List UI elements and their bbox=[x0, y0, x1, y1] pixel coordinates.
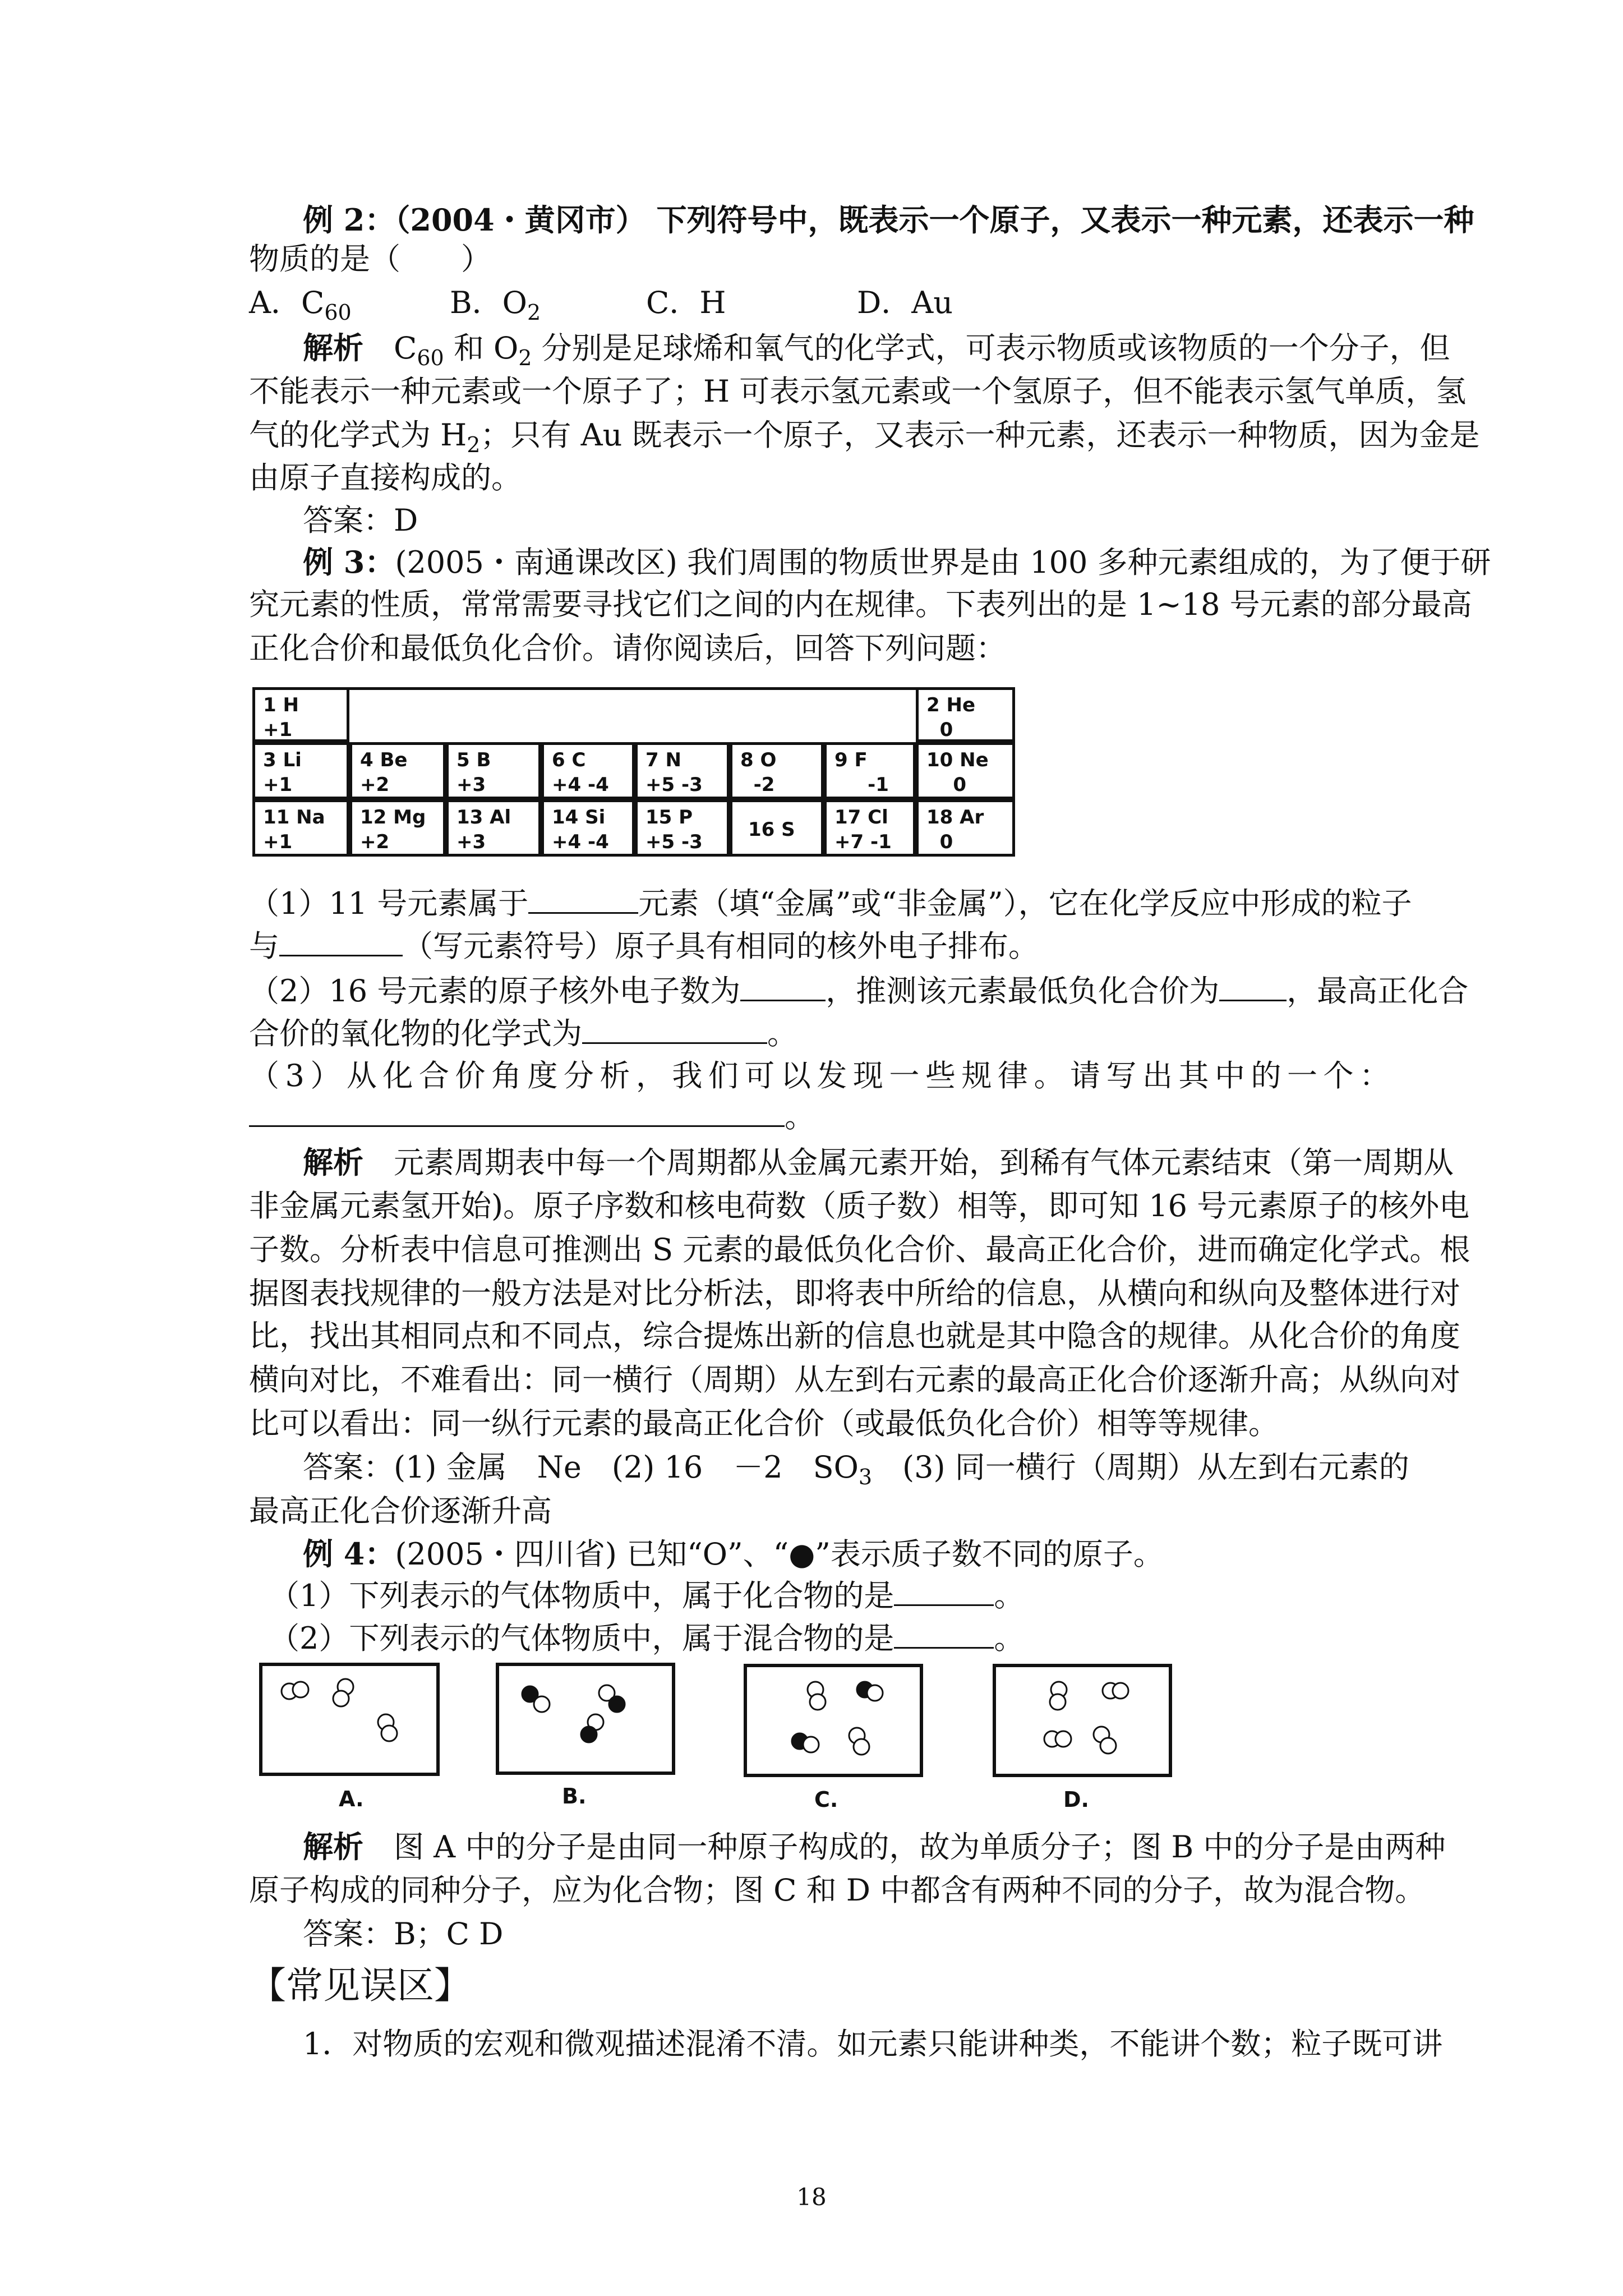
element-valence: +4 -4 bbox=[552, 774, 609, 796]
element-symbol: 13 Al bbox=[457, 806, 511, 829]
molecule-box-d bbox=[993, 1664, 1172, 1777]
atom-open bbox=[534, 1696, 550, 1712]
ex2-option-d: D．Au bbox=[857, 285, 953, 320]
atom-open bbox=[810, 1694, 826, 1710]
ex3-question-line1: 例 3：(2005・南通课改区) 我们周围的物质世界是由 100 多种元素组成的，为了便于研 bbox=[303, 544, 1491, 580]
element-symbol: 15 P bbox=[645, 806, 693, 829]
ex4-q1: （1）下列表示的气体物质中，属于化合物的是 。 bbox=[269, 1578, 1025, 1613]
atom-filled bbox=[609, 1696, 625, 1712]
ex2-question-line1: 例 2：（2004・黄冈市） 下列符号中，既表示一个原子，又表示一种元素，还表示一种 bbox=[303, 202, 1474, 238]
ex3-question-line3: 正化合价和最低负化合价。请你阅读后，回答下列问题： bbox=[249, 631, 1006, 666]
element-symbol: 9 F bbox=[834, 749, 868, 771]
element-cell bbox=[916, 799, 1015, 857]
molecule-box-b bbox=[496, 1663, 675, 1775]
element-cell bbox=[252, 687, 349, 742]
element-symbol: 7 N bbox=[645, 749, 681, 771]
element-valence: +3 bbox=[457, 831, 486, 853]
element-valence: +2 bbox=[360, 831, 390, 853]
section-heading: 【常见误区】 bbox=[249, 1964, 471, 2007]
element-valence: +4 -4 bbox=[552, 831, 609, 853]
analysis-label: 解析 bbox=[303, 330, 363, 366]
element-valence: +5 -3 bbox=[645, 774, 703, 796]
molecule-box-c bbox=[744, 1664, 923, 1777]
element-symbol: 11 Na bbox=[263, 806, 325, 829]
molecule-diagram-c bbox=[747, 1667, 920, 1774]
element-symbol: 18 Ar bbox=[926, 806, 984, 829]
element-valence: 0 bbox=[926, 831, 953, 853]
element-cell bbox=[349, 742, 446, 799]
ex2-question-line2: 物质的是（ ） bbox=[249, 241, 491, 277]
ex3-q3-line1: （3）从化合价角度分析，我们可以发现一些规律。请写出其中的一个： bbox=[249, 1058, 1393, 1093]
page-number: 18 bbox=[796, 2183, 827, 2211]
atom-open bbox=[381, 1726, 397, 1741]
element-symbol: 5 B bbox=[457, 749, 491, 771]
atom-open bbox=[1050, 1694, 1066, 1710]
element-cell bbox=[824, 799, 916, 857]
ex3-answer-line1: 答案：(1) 金属 Ne (2) 16 －2 $SO_3$ (3) 同一横行（周期）从左到右元素的 bbox=[303, 1450, 1409, 1489]
atom-open bbox=[1100, 1738, 1116, 1754]
ex2-analysis-line4: 由原子直接构成的。 bbox=[249, 460, 522, 495]
element-cell bbox=[541, 742, 635, 799]
ex3-analysis-line7: 比可以看出：同一纵行元素的最高正化合价（或最低负化合价）相等等规律。 bbox=[249, 1406, 1279, 1441]
element-valence: +3 bbox=[457, 774, 486, 796]
ex3-answer-line2: 最高正化合价逐渐升高 bbox=[249, 1493, 552, 1529]
ex3-q2-line1: （2）16 号元素的原子核外电子数为 ，推测该元素最低负化合价为 ，最高正化合 bbox=[249, 973, 1469, 1009]
ex3-analysis-line3: 子数。分析表中信息可推测出 S 元素的最低负化合价、最高正化合价，进而确定化学式。根 bbox=[249, 1232, 1470, 1267]
element-cell bbox=[252, 742, 349, 799]
answer-blank[interactable] bbox=[894, 1579, 994, 1606]
answer-blank[interactable] bbox=[894, 1621, 994, 1649]
element-symbol: 3 Li bbox=[263, 749, 302, 771]
ex4-analysis-line1: 解析 图 A 中的分子是由同一种原子构成的，故为单质分子；图 B 中的分子是由两种 bbox=[303, 1829, 1446, 1865]
ex4-q2: （2）下列表示的气体物质中，属于混合物的是 。 bbox=[269, 1621, 1025, 1656]
analysis-label: 解析 bbox=[303, 1144, 363, 1180]
molecule-box-a bbox=[259, 1663, 440, 1776]
element-cell bbox=[635, 799, 730, 857]
answer-blank[interactable] bbox=[249, 1099, 785, 1127]
ex3-analysis-line4: 据图表找规律的一般方法是对比分析法，即将表中所给的信息，从横向和纵向及整体进行对 bbox=[249, 1276, 1460, 1311]
element-symbol: 12 Mg bbox=[360, 806, 426, 829]
element-symbol: 16 S bbox=[748, 818, 795, 841]
element-symbol: 2 He bbox=[926, 694, 976, 716]
diagram-label-d: D. bbox=[1063, 1787, 1089, 1812]
ex3-analysis-line5: 比，找出其相同点和不同点，综合提炼出新的信息也就是其中隐含的规律。从化合价的角度 bbox=[249, 1318, 1460, 1354]
ex3-analysis-line1: 解析 元素周期表中每一个周期都从金属元素开始，到稀有气体元素结束（第一周期从 bbox=[303, 1144, 1454, 1180]
atom-open bbox=[1055, 1731, 1071, 1747]
ex3-q2-line2: 合价的氧化物的化学式为 。 bbox=[249, 1016, 797, 1051]
atom-open bbox=[867, 1685, 883, 1701]
element-valence: +1 bbox=[263, 831, 293, 853]
ex2-analysis-line3: 气的化学式为 $H_2$；只有 Au 既表示一个原子，又表示一种元素，还表示一种物质，因为金是 bbox=[249, 417, 1480, 457]
element-cell bbox=[730, 799, 824, 857]
atom-open bbox=[293, 1682, 308, 1697]
answer-blank[interactable] bbox=[279, 929, 403, 956]
answer-blank[interactable] bbox=[582, 1016, 767, 1044]
ex2-analysis-line1: 解析 $C_{60}$ 和 $O_2$ 分别是足球烯和氧气的化学式，可表示物质或该物质的一个分子，但 bbox=[303, 330, 1450, 370]
ex3-analysis-line2: 非金属元素氢开始)。原子序数和核电荷数（质子数）相等，即可知 16 号元素原子的核外电 bbox=[249, 1188, 1470, 1223]
element-cell bbox=[252, 799, 349, 857]
ex4-answer: 答案：B；C D bbox=[303, 1916, 504, 1952]
element-symbol: 6 C bbox=[552, 749, 586, 771]
ex2-option-b: B．$O_2$ bbox=[450, 285, 541, 325]
element-cell bbox=[446, 799, 541, 857]
ex4-question-line1: 例 4：(2005・四川省) 已知“O”、“●”表示质子数不同的原子。 bbox=[303, 1536, 1164, 1572]
ex3-question-line2: 究元素的性质，常常需要寻找它们之间的内在规律。下表列出的是 1~18 号元素的部分最高 bbox=[249, 587, 1472, 622]
element-symbol: 17 Cl bbox=[834, 806, 888, 829]
diagram-label-a: A. bbox=[339, 1787, 364, 1811]
molecule-diagram-a bbox=[262, 1666, 436, 1773]
answer-blank[interactable] bbox=[528, 886, 638, 914]
element-cell bbox=[446, 742, 541, 799]
analysis-label: 解析 bbox=[303, 1829, 363, 1865]
section-line1: 1．对物质的宏观和微观描述混淆不清。如元素只能讲种类，不能讲个数；粒子既可讲 bbox=[303, 2026, 1443, 2062]
diagram-label-c: C. bbox=[814, 1787, 838, 1812]
element-symbol: 14 Si bbox=[552, 806, 606, 829]
atom-open bbox=[803, 1737, 819, 1752]
element-symbol: 1 H bbox=[263, 694, 299, 716]
element-cell bbox=[824, 742, 916, 799]
atom-filled bbox=[581, 1727, 597, 1742]
ex3-q1-line1: （1）11 号元素属于 元素（填“金属”或“非金属”），它在化学反应中形成的粒子 bbox=[249, 886, 1412, 921]
ex3-q1-line2: 与 （写元素符号）原子具有相同的核外电子排布。 bbox=[249, 928, 1039, 964]
diagram-label-b: B. bbox=[562, 1784, 587, 1809]
element-valence: +1 bbox=[263, 774, 293, 796]
molecule-diagram-b bbox=[499, 1666, 672, 1772]
ex4-analysis-line2: 原子构成的同种分子，应为化合物；图 C 和 D 中都含有两种不同的分子，故为混合物。 bbox=[249, 1872, 1426, 1908]
ex3-q3-line2: 。 bbox=[249, 1099, 815, 1134]
element-valence: -1 bbox=[834, 774, 889, 796]
answer-blank[interactable] bbox=[740, 974, 826, 1001]
element-symbol: 8 O bbox=[740, 749, 777, 771]
atom-open bbox=[333, 1691, 349, 1706]
element-cell bbox=[541, 799, 635, 857]
element-cell bbox=[916, 742, 1015, 799]
element-valence: -2 bbox=[740, 774, 775, 796]
element-valence: 0 bbox=[926, 774, 967, 796]
element-valence: +1 bbox=[263, 719, 293, 741]
molecule-diagram-d bbox=[996, 1667, 1169, 1774]
element-valence: +5 -3 bbox=[645, 831, 703, 853]
ex2-analysis-line2: 不能表示一种元素或一个原子了；H 可表示氢元素或一个氢原子，但不能表示氢气单质，氢 bbox=[249, 374, 1467, 409]
ex2-option-a: A．$C_{60}$ bbox=[249, 285, 352, 325]
ex2-answer: 答案：D bbox=[303, 503, 418, 538]
atom-open bbox=[1113, 1683, 1128, 1699]
element-cell bbox=[635, 742, 730, 799]
element-valence: +7 -1 bbox=[834, 831, 892, 853]
element-valence: +2 bbox=[360, 774, 390, 796]
atom-open bbox=[854, 1739, 869, 1755]
ex2-option-c: C．H bbox=[646, 285, 726, 320]
element-valence: 0 bbox=[926, 719, 953, 741]
element-cell bbox=[349, 799, 446, 857]
ex3-analysis-line6: 横向对比，不难看出：同一横行（周期）从左到右元素的最高正化合价逐渐升高；从纵向对 bbox=[249, 1362, 1460, 1397]
element-symbol: 4 Be bbox=[360, 749, 408, 771]
element-cell bbox=[730, 742, 824, 799]
answer-blank[interactable] bbox=[1219, 974, 1287, 1001]
element-cell bbox=[916, 687, 1015, 742]
element-symbol: 10 Ne bbox=[926, 749, 989, 771]
